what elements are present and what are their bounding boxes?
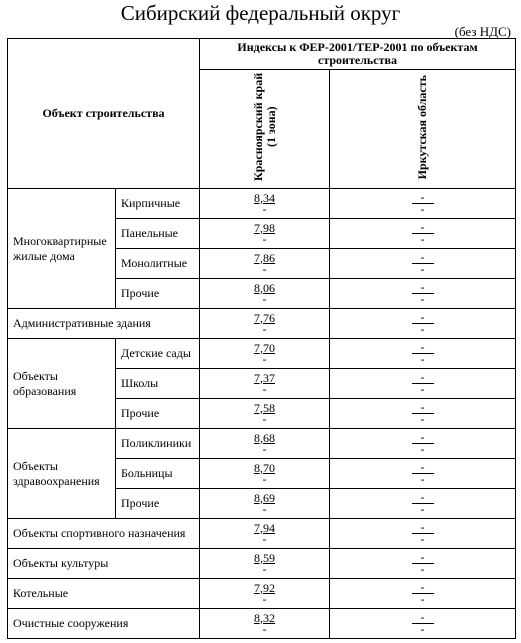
value-krasnoyarsk: 7,58 - bbox=[200, 399, 330, 429]
group-label: Котельные bbox=[8, 579, 200, 609]
value-krasnoyarsk: 7,76 - bbox=[200, 309, 330, 339]
header-indices: Индексы к ФЕР-2001/ТЕР-2001 по объектам строительства bbox=[200, 39, 516, 70]
value-irkutsk: - - bbox=[330, 579, 516, 609]
value-krasnoyarsk: 7,94 - bbox=[200, 519, 330, 549]
group-label: Многоквартирные жилые дома bbox=[8, 189, 116, 309]
group-label: Объекты образования bbox=[8, 339, 116, 429]
value-irkutsk: - - bbox=[330, 399, 516, 429]
row-label: Прочие bbox=[116, 399, 200, 429]
value-irkutsk: - - bbox=[330, 219, 516, 249]
value-krasnoyarsk: 7,70 - bbox=[200, 339, 330, 369]
table-row bbox=[8, 549, 516, 579]
index-table bbox=[7, 38, 516, 639]
row-label: Прочие bbox=[116, 489, 200, 519]
value-krasnoyarsk: 8,34 - bbox=[200, 189, 330, 219]
value-krasnoyarsk: 8,69 - bbox=[200, 489, 330, 519]
value-krasnoyarsk: 7,98 - bbox=[200, 219, 330, 249]
row-label: Детские сады bbox=[116, 339, 200, 369]
table-row bbox=[8, 309, 516, 339]
header-object: Объект строительства bbox=[8, 39, 200, 189]
value-krasnoyarsk: 7,92 - bbox=[200, 579, 330, 609]
row-label: Монолитные bbox=[116, 249, 200, 279]
row-label: Прочие bbox=[116, 279, 200, 309]
header-region-krasnoyarsk bbox=[200, 70, 330, 189]
value-irkutsk: - - bbox=[330, 459, 516, 489]
value-irkutsk: - - bbox=[330, 189, 516, 219]
group-label: Административные здания bbox=[8, 309, 200, 339]
value-krasnoyarsk: 8,06 - bbox=[200, 279, 330, 309]
value-irkutsk: - - bbox=[330, 339, 516, 369]
row-label: Поликлиники bbox=[116, 429, 200, 459]
header-region-irkutsk bbox=[330, 70, 516, 189]
value-irkutsk: - - bbox=[330, 549, 516, 579]
value-krasnoyarsk: 7,86 - bbox=[200, 249, 330, 279]
value-krasnoyarsk: 8,70 - bbox=[200, 459, 330, 489]
value-krasnoyarsk: 8,59 - bbox=[200, 549, 330, 579]
value-krasnoyarsk: 8,32 - bbox=[200, 609, 330, 639]
value-krasnoyarsk: 7,37 - bbox=[200, 369, 330, 399]
row-label: Больницы bbox=[116, 459, 200, 489]
group-label: Объекты культуры bbox=[8, 549, 200, 579]
table-row bbox=[8, 429, 516, 459]
region-label: Красноярский край (1 зона) bbox=[250, 72, 278, 182]
row-label: Школы bbox=[116, 369, 200, 399]
region-label: Иркутская область bbox=[415, 74, 429, 180]
page-title: Сибирский федеральный округ bbox=[120, 1, 401, 25]
value-irkutsk: - - bbox=[330, 279, 516, 309]
vat-note: (без НДС) bbox=[454, 24, 511, 39]
table-row bbox=[8, 579, 516, 609]
table-row bbox=[8, 339, 516, 369]
value-irkutsk: - - bbox=[330, 249, 516, 279]
row-label: Кирпичные bbox=[116, 189, 200, 219]
value-irkutsk: - - bbox=[330, 309, 516, 339]
value-irkutsk: - - bbox=[330, 429, 516, 459]
row-label: Панельные bbox=[116, 219, 200, 249]
table-row bbox=[8, 609, 516, 639]
group-label: Очистные сооружения bbox=[8, 609, 200, 639]
value-irkutsk: - - bbox=[330, 519, 516, 549]
value-irkutsk: - - bbox=[330, 489, 516, 519]
value-krasnoyarsk: 8,68 - bbox=[200, 429, 330, 459]
group-label: Объекты спортивного назначения bbox=[8, 519, 200, 549]
table-row bbox=[8, 519, 516, 549]
value-irkutsk: - - bbox=[330, 369, 516, 399]
table-row bbox=[8, 189, 516, 219]
value-irkutsk: - - bbox=[330, 609, 516, 639]
group-label: Объекты здравоохранения bbox=[8, 429, 116, 519]
